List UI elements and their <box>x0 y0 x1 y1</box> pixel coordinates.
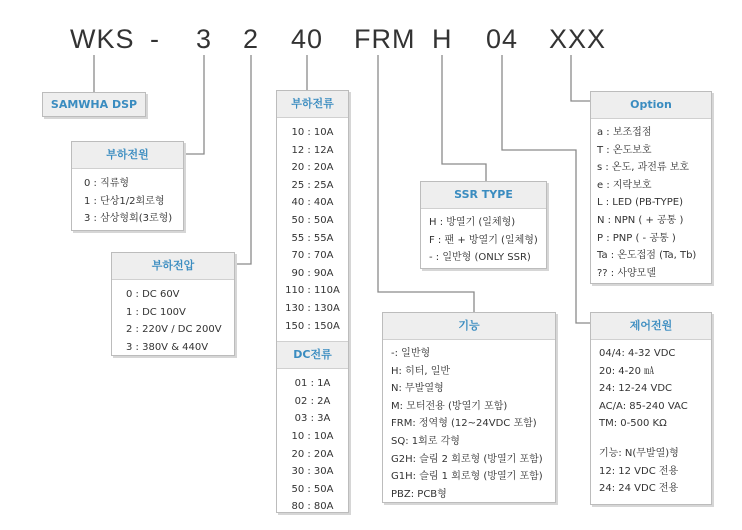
list-item: G2H: 슬림 2 회로형 (방열기 포함) <box>391 453 543 465</box>
load-voltage-title: 부하전압 <box>112 253 234 280</box>
function-title: 기능 <box>383 313 555 340</box>
list-item: 1 : 단상1/2회로형 <box>84 195 165 207</box>
list-item: 3 : 삼상형회(3로형) <box>84 213 173 225</box>
list-item: 10 : 10A <box>291 430 334 442</box>
load-voltage-box <box>111 252 235 356</box>
ssr-type-box <box>420 181 547 269</box>
option-title: Option <box>591 92 711 119</box>
list-item: 10 : 10A <box>291 127 334 138</box>
list-item: 12 : 12A <box>291 144 334 156</box>
list-item: H: 히터, 일반 <box>391 365 451 377</box>
list-item: 90 : 90A <box>291 267 334 279</box>
list-item: 24: 12-24 VDC <box>599 383 673 395</box>
list-item: e : 지락보호 <box>597 179 652 191</box>
list-item: FRM: 정역형 (12~24VDC 포함) <box>391 418 537 430</box>
list-item: -: 일반형 <box>391 348 431 359</box>
code-control-power: 04 <box>486 24 519 54</box>
load-current-box <box>276 90 349 513</box>
function-box <box>382 312 556 503</box>
list-item: 0 : DC 60V <box>126 289 180 300</box>
code-option: XXX <box>549 24 607 54</box>
dc-current-title: DC전류 <box>277 341 348 369</box>
list-item: M: 모터전용 (방열기 포함) <box>391 400 508 412</box>
code-function: FRM <box>354 24 416 54</box>
list-item: 80 : 80A <box>291 501 334 513</box>
list-item: 12: 12 VDC 전용 <box>599 465 679 477</box>
control-power-box <box>590 312 712 505</box>
list-item: F : 팬 + 방열기 (일체형) <box>429 234 538 246</box>
ssr-type-title: SSR TYPE <box>421 182 546 209</box>
list-item: 110 : 110A <box>285 285 340 297</box>
code-ssr-type: H <box>432 24 453 54</box>
list-item: 0 : 직류형 <box>84 178 130 189</box>
option-list <box>591 119 711 287</box>
function-list <box>383 340 555 508</box>
code-load-current: 40 <box>291 24 324 54</box>
list-item: 1 : DC 100V <box>126 306 186 318</box>
list-item: G1H: 슬림 1 회로형 (방열기 포함) <box>391 471 543 483</box>
list-item: 3 : 380V & 440V <box>126 341 209 353</box>
list-item: TM: 0-500 KΩ <box>599 418 667 430</box>
code-dash: - <box>150 24 160 54</box>
list-item: 20: 4-20 ㎃ <box>599 365 655 377</box>
control-power-title: 제어전원 <box>591 313 711 340</box>
list-item: 20 : 20A <box>291 448 334 460</box>
list-item: 03 : 3A <box>294 413 331 425</box>
dc-current-list <box>277 369 348 522</box>
list-item: 130 : 130A <box>285 302 340 314</box>
load-power-title: 부하전원 <box>72 142 183 169</box>
list-item: 25 : 25A <box>291 179 334 191</box>
code-wks: WKS <box>70 24 135 54</box>
list-item: - : 일반형 (ONLY SSR) <box>429 252 531 264</box>
list-item: s : 온도, 과전류 보호 <box>597 162 690 174</box>
load-power-box <box>71 141 184 231</box>
maker-label: SAMWHA DSP <box>43 93 145 116</box>
load-current-title: 부하전류 <box>277 91 348 118</box>
list-item: L : LED (PB-TYPE) <box>597 197 684 209</box>
list-item: ?? : 사양모델 <box>597 267 656 279</box>
code-load-voltage: 2 <box>243 24 260 54</box>
list-item: 02 : 2A <box>294 395 331 407</box>
list-item: 30 : 30A <box>291 466 334 478</box>
option-box <box>590 91 712 284</box>
spacer <box>599 433 703 445</box>
list-item: 150 : 150A <box>285 320 340 332</box>
list-item: 50 : 50A <box>291 214 334 226</box>
list-item: P : PNP ( - 공통 ) <box>597 232 676 244</box>
list-item: SQ: 1회로 각형 <box>391 435 460 447</box>
list-item: N : NPN ( + 공통 ) <box>597 214 684 226</box>
list-item: 기능: N(무발열)형 <box>599 447 679 459</box>
load-voltage-list <box>112 280 234 362</box>
load-power-list <box>72 169 183 234</box>
list-item: AC/A: 85-240 VAC <box>599 400 688 412</box>
list-item: Ta : 온도접점 (Ta, Tb) <box>597 250 697 262</box>
list-item: a : 보조접점 <box>597 127 652 138</box>
list-item: T : 온도보호 <box>597 144 652 156</box>
list-item: 40 : 40A <box>291 197 334 209</box>
list-item: 50 : 50A <box>291 483 334 495</box>
list-item: 70 : 70A <box>291 250 334 262</box>
list-item: 04/4: 4-32 VDC <box>599 348 676 359</box>
list-item: 01 : 1A <box>294 378 331 390</box>
control-power-list <box>591 340 711 503</box>
code-load-power: 3 <box>196 24 213 54</box>
list-item: 2 : 220V / DC 200V <box>126 324 222 336</box>
list-item: H : 방열기 (일체형) <box>429 217 516 228</box>
list-item: 55 : 55A <box>291 232 334 244</box>
ssr-type-list <box>421 209 546 272</box>
list-item: PBZ: PCB형 <box>391 488 447 500</box>
load-current-list <box>277 118 348 341</box>
list-item: 20 : 20A <box>291 162 334 174</box>
list-item: 24: 24 VDC 전용 <box>599 483 679 495</box>
list-item: N: 무발열형 <box>391 383 444 395</box>
maker-box <box>42 92 146 117</box>
